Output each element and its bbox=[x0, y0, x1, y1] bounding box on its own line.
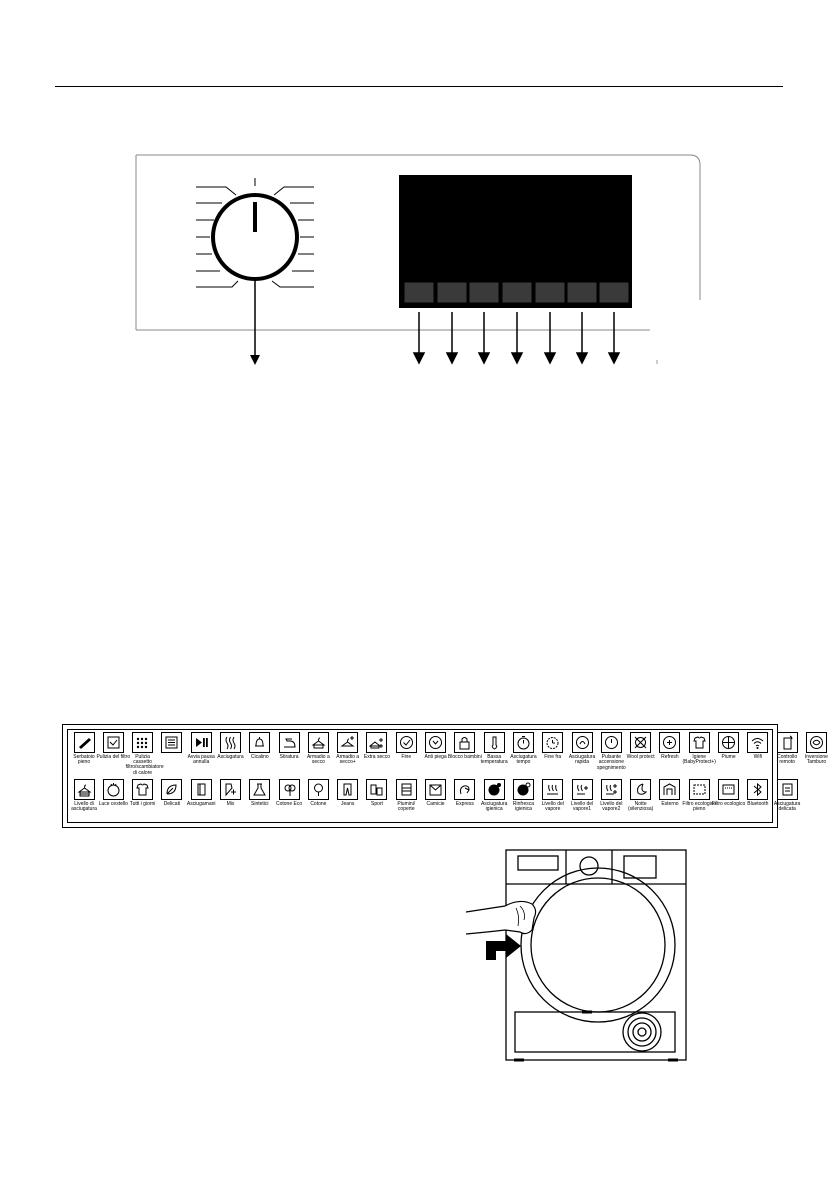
legend-item-label: Pulsante accensione spegnimento bbox=[597, 754, 626, 771]
hand-illustration bbox=[466, 901, 536, 934]
legend-item-label: Pulizia cassetto filtro/scambiatore di calore bbox=[125, 753, 164, 776]
legend-item-label: Cicalino bbox=[250, 754, 269, 760]
legend-item-label: Blocco bambini bbox=[447, 754, 482, 760]
legend-item-label: Stiratura bbox=[279, 754, 299, 760]
legend-item-label: Refresh bbox=[661, 754, 679, 760]
legend-item-label: Bassa temperatura bbox=[480, 754, 508, 766]
legend-item-label: Sport bbox=[370, 801, 383, 807]
legend-item-label: Bluetooth bbox=[747, 801, 769, 807]
legend-item-label: Livello del vapore bbox=[541, 801, 564, 813]
legend-item-label: Livello del vapore2 bbox=[600, 801, 623, 813]
legend-item-label: Asciugatura tempo bbox=[510, 754, 537, 766]
legend-item-label: Asciugamani bbox=[186, 801, 216, 807]
legend-item-label: Livello del vapore1 bbox=[570, 801, 594, 813]
legend-item-label: Inversione Tamburo bbox=[804, 754, 828, 766]
legend-item-label: Rinfresca igienica bbox=[512, 801, 535, 813]
legend-item-label: Camicie bbox=[426, 801, 445, 807]
legend-item-label: Mix bbox=[226, 801, 235, 807]
legend-item-label: Armadio a secco+ bbox=[336, 754, 360, 766]
legend-item-label: Fine fra bbox=[544, 754, 562, 760]
legend-item-label: Controllo remoto bbox=[777, 754, 798, 766]
legend-item-label: Piume bbox=[721, 754, 736, 760]
legend-item-label: Filtro ecologico bbox=[711, 801, 746, 807]
legend-item-label: Cotone Eco bbox=[276, 801, 303, 807]
legend-item-label: Wifi bbox=[753, 754, 762, 760]
legend-item-label: Cotone bbox=[310, 801, 327, 807]
dryer-door bbox=[521, 868, 675, 1022]
legend-item-label: Delicati bbox=[163, 801, 181, 807]
legend-item-label: Piumini/ coperte bbox=[397, 801, 416, 813]
push-arrow bbox=[486, 934, 521, 960]
legend-item-label: Filtro ecologico pieno bbox=[682, 801, 717, 813]
legend-item-label: Fine bbox=[401, 754, 412, 760]
legend-item-label: Notte (silenziosa) bbox=[627, 801, 654, 813]
legend-item-label: Livello di asciugatura bbox=[71, 801, 97, 813]
legend-item-label: Sintetici bbox=[251, 801, 269, 807]
legend-item-label: Extra secco bbox=[363, 754, 391, 760]
legend-item-label: Asciugatura bbox=[217, 754, 244, 760]
legend-item-label: Armadio a secco bbox=[306, 754, 330, 766]
legend-item-label: Asciugatura igienica bbox=[480, 801, 508, 813]
legend-item-label: Jeans bbox=[341, 801, 355, 807]
legend-item-label: Esterno bbox=[661, 801, 679, 807]
legend-item-label: Pulizia del filtro bbox=[96, 754, 131, 760]
legend-item-label: Asciugatura delicata bbox=[773, 801, 801, 813]
legend-item-label: Tutti i giorni bbox=[129, 801, 156, 807]
legend-item-label: Luce cestello bbox=[98, 801, 128, 807]
legend-item-label: Avvia pausa annulla bbox=[187, 754, 215, 766]
legend-item-label: Serbatoio pieno bbox=[73, 754, 95, 766]
legend-item-label: Anti piega bbox=[424, 754, 447, 760]
legend-item-label: Wool protect bbox=[626, 754, 655, 760]
legend-item-label: Asciugatura rapida bbox=[568, 754, 596, 766]
legend-item-label: Express bbox=[455, 801, 474, 807]
legend-item-label: Igiene (BabyProtect+) bbox=[682, 754, 716, 766]
